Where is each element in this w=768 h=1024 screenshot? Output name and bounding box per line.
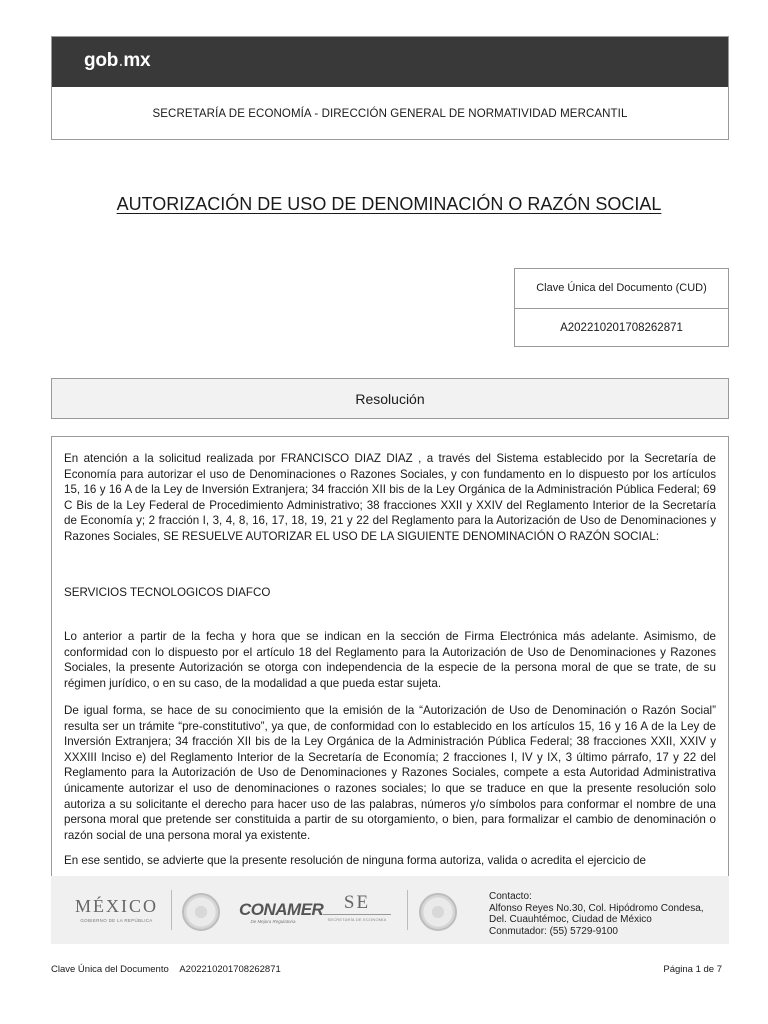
paragraph-2: Lo anterior a partir de la fecha y hora que se indican en la sección de Firma Electrónica más adelante. Asimismo, de conformidad con lo dispuesto por el artículo 18 del Reglamento para la Autorización de Uso de Denominaciones y Razones Sociales, la presente Autorización se otorga con independencia de la especie de la persona moral de que se trate, de su régimen jurídico, o en su caso, de la modalidad a que pueda estar sujeta. [64,630,716,690]
se-logo [319,894,395,922]
footer-divider [171,890,172,930]
conamer-logo [239,900,324,924]
conamer-logo-sub: De Mejora Regulatoria [250,919,296,924]
header-frame [51,36,729,140]
contact-address-1: Alfonso Reyes No.30, Col. Hipódromo Condesa, [489,902,704,914]
mexico-logo [69,896,164,923]
contact-address-2: Del. Cuauhtémoc, Ciudad de México [489,914,652,925]
cud-box [514,268,729,347]
contact-block [489,891,729,937]
contact-phone: Conmutador: (55) 5729-9100 [489,925,618,937]
department-name: SECRETARÍA DE ECONOMÍA - DIRECCIÓN GENERAL DE NORMATIVIDAD MERCANTIL [152,108,628,120]
national-seal-icon [419,893,457,931]
national-seal-icon [182,893,220,931]
company-name: SERVICIOS TECNOLOGICOS DIAFCO [64,586,271,599]
page-footer-cud [51,964,281,975]
mexico-logo-sub: GOBIERNO DE LA REPÚBLICA [80,918,153,923]
paragraph-3: De igual forma, se hace de su conocimiento que la emisión de la “Autorización de Uso de Denominación o Razón Social” resulta ser un trámite “pre-constitutivo”, ya que, de conformidad con lo establecido en los artículos 15, 16 y 16 A de la Ley de Inversión Extranjera; 34 fracción XII bis de la Ley Orgánica de la Administración Pública Federal; 38 fracciones XXII, XXIV y XXXIII Inciso e) del Reglamento Interior de la Secretaría de Economía; 2 fracciones I, IV y IX, 3 último párrafo, 17 y 22 del Reglamento para la Autorización de Uso de Denominaciones y Razones Sociales, compete a esta Autoridad Administrativa únicamente autorizar el uso de denominaciones o razones sociales; lo que se traduce en que la presente resolución solo autoriza a su solicitante el derecho para hacer uso de las palabras, números y/o símbolos para conformar el nombre de una persona moral que pretende ser constituida a partir de su otorgamiento, o bien, para formalizar el cambio de denominación o razón social de una persona moral ya existente. [64,704,716,842]
page-footer-cud-label: Clave Única del Documento [51,964,169,975]
paragraph-4: En ese sentido, se advierte que la presente resolución de ninguna forma autoriza, valida o acredita el ejercicio de [64,854,646,867]
se-logo-text: SE [343,892,371,913]
se-logo-sub: SECRETARÍA DE ECONOMÍA [327,917,387,922]
footer-divider [407,890,408,930]
logo-suffix: mx [123,50,151,71]
mexico-logo-text: MÉXICO [75,896,158,916]
document-title: AUTORIZACIÓN DE USO DE DENOMINACIÓN O RAZÓN SOCIAL [116,194,662,214]
header-bar [52,37,728,87]
paragraph-1: En atención a la solicitud realizada por FRANCISCO DIAZ DIAZ , a través del Sistema establecido por la Secretaría de Economía para autorizar el uso de Denominaciones o Razones Sociales, y con fundamento en lo dispuesto por los artículos 15, 16 y 16 A de la Ley de Inversión Extranjera; 34 fracción XII bis de la Ley Orgánica de la Administración Pública Federal; 69 C Bis de la Ley Federal de Procedimiento Administrativo; 38 fracciones XXII y XXIV del Reglamento Interior de la Secretaría de Economía y; 2 fracción I, 3, 4, 8, 16, 17, 18, 19, 21 y 22 del Reglamento para la Autorización de Uso de Denominaciones y Razones Sociales, SE RESUELVE AUTORIZAR EL USO DE LA SIGUIENTE DENOMINACIÓN O RAZÓN SOCIAL: [64,452,716,543]
conamer-logo-text: CONAMER [239,900,324,919]
page-number: Página 1 de 7 [663,964,722,975]
logo-main: gob [84,50,119,71]
cud-value: A202210201708262871 [560,322,683,334]
cud-label: Clave Única del Documento (CUD) [515,269,728,309]
contact-title: Contacto: [489,891,532,902]
section-heading: Resolución [51,378,729,419]
logo-dot: . [118,50,124,71]
gobmx-logo[interactable] [84,50,150,72]
se-logo-rule [323,914,391,915]
page-footer-cud-value: A202210201708262871 [179,964,281,975]
